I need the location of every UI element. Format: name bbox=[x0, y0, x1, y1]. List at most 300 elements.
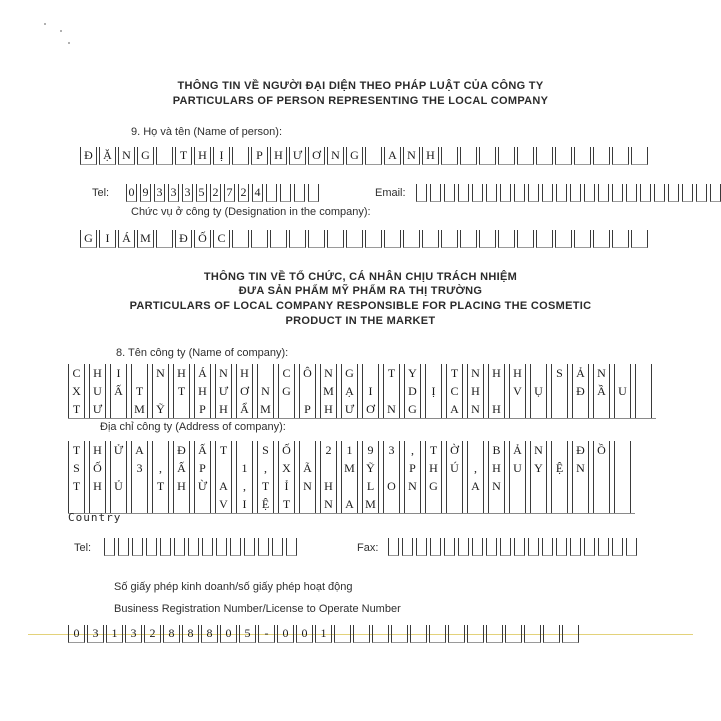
char-box: H bbox=[194, 147, 211, 165]
char-box: Ư bbox=[289, 147, 306, 165]
char-box: Ư bbox=[89, 400, 106, 418]
char-box bbox=[467, 495, 484, 513]
char-box: Ố bbox=[89, 459, 106, 477]
char-box bbox=[668, 184, 679, 202]
char-box: 9 bbox=[362, 441, 379, 459]
char-box bbox=[294, 184, 305, 202]
char-box: S bbox=[68, 459, 85, 477]
char-box: H bbox=[89, 364, 106, 382]
char-box bbox=[614, 495, 631, 513]
char-box: 3 bbox=[131, 459, 148, 477]
char-box bbox=[441, 147, 458, 165]
char-box: H bbox=[173, 477, 190, 495]
char-box bbox=[574, 230, 591, 248]
char-box bbox=[612, 184, 623, 202]
char-box: H bbox=[488, 400, 505, 418]
char-box: H bbox=[236, 364, 253, 382]
char-box: M bbox=[257, 400, 274, 418]
char-box bbox=[132, 538, 143, 556]
char-box bbox=[530, 364, 547, 382]
char-box: Ệ bbox=[257, 495, 274, 513]
char-box bbox=[626, 538, 637, 556]
license-label-en: Business Registration Number/License to Operate Number bbox=[114, 603, 401, 615]
company-name-field[interactable] bbox=[68, 364, 656, 419]
char-box: 4 bbox=[252, 184, 263, 202]
char-box: 5 bbox=[196, 184, 207, 202]
char-box: 8 bbox=[182, 625, 199, 643]
char-box: N bbox=[383, 400, 400, 418]
char-box bbox=[574, 147, 591, 165]
char-box bbox=[472, 538, 483, 556]
char-box: Ơ bbox=[308, 147, 325, 165]
char-box bbox=[572, 477, 589, 495]
char-box: T bbox=[425, 441, 442, 459]
section-company-title-en-1: PARTICULARS OF LOCAL COMPANY RESPONSIBLE FOR PLACING THE COSMETIC bbox=[129, 300, 592, 312]
char-box bbox=[403, 230, 420, 248]
email-field[interactable] bbox=[416, 184, 721, 202]
char-box: I bbox=[362, 382, 379, 400]
char-box: Ụ bbox=[530, 382, 547, 400]
char-box bbox=[444, 538, 455, 556]
char-box: O bbox=[383, 477, 400, 495]
char-box bbox=[555, 147, 572, 165]
char-box: G bbox=[425, 477, 442, 495]
char-box: 3 bbox=[182, 184, 193, 202]
char-box: 3 bbox=[125, 625, 142, 643]
char-box bbox=[416, 184, 427, 202]
char-box bbox=[584, 538, 595, 556]
char-box: Đ bbox=[80, 147, 97, 165]
char-box bbox=[391, 625, 408, 643]
char-box: Ử bbox=[110, 441, 127, 459]
char-box bbox=[236, 441, 253, 459]
char-box: T bbox=[446, 364, 463, 382]
char-box bbox=[215, 459, 232, 477]
license-number-field[interactable] bbox=[68, 625, 581, 643]
char-box bbox=[598, 538, 609, 556]
char-box: Ư bbox=[215, 382, 232, 400]
char-box bbox=[598, 184, 609, 202]
char-box: U bbox=[509, 459, 526, 477]
char-box: N bbox=[327, 147, 344, 165]
char-box: A bbox=[341, 495, 358, 513]
char-box: Đ bbox=[572, 382, 589, 400]
char-box: H bbox=[320, 477, 337, 495]
country-row bbox=[68, 495, 635, 513]
char-box: Ơ bbox=[236, 382, 253, 400]
char-box: Ệ bbox=[551, 459, 568, 477]
char-box: 3 bbox=[87, 625, 104, 643]
char-box: 1 bbox=[236, 459, 253, 477]
char-box bbox=[479, 147, 496, 165]
char-box bbox=[612, 147, 629, 165]
char-box bbox=[272, 538, 283, 556]
person-name-field[interactable] bbox=[80, 147, 650, 165]
char-box: Á bbox=[194, 364, 211, 382]
char-box: 0 bbox=[296, 625, 313, 643]
char-box bbox=[384, 230, 401, 248]
char-box: P bbox=[299, 400, 316, 418]
char-box bbox=[524, 625, 541, 643]
char-box bbox=[430, 538, 441, 556]
char-box: 3 bbox=[168, 184, 179, 202]
char-box bbox=[467, 441, 484, 459]
char-box bbox=[467, 625, 484, 643]
char-box: H bbox=[215, 400, 232, 418]
char-box: B bbox=[488, 441, 505, 459]
char-box bbox=[612, 230, 629, 248]
char-box: 1 bbox=[341, 441, 358, 459]
char-box bbox=[232, 230, 249, 248]
company-name-label: 8. Tên công ty (Name of company): bbox=[116, 347, 289, 359]
char-box bbox=[152, 441, 169, 459]
char-box bbox=[258, 538, 269, 556]
char-box bbox=[498, 147, 515, 165]
char-box: H bbox=[89, 441, 106, 459]
char-box bbox=[410, 625, 427, 643]
scan-speck bbox=[68, 42, 70, 44]
char-box bbox=[543, 625, 560, 643]
char-box bbox=[626, 184, 637, 202]
char-box: 2 bbox=[144, 625, 161, 643]
char-box: A bbox=[215, 477, 232, 495]
char-box: , bbox=[152, 459, 169, 477]
char-box bbox=[614, 400, 631, 418]
scan-speck bbox=[44, 23, 46, 25]
char-box: N bbox=[320, 495, 337, 513]
designation-label: Chức vụ ở công ty (Designation in the company): bbox=[131, 206, 371, 218]
char-box: Ỹ bbox=[362, 459, 379, 477]
char-box bbox=[593, 230, 610, 248]
char-box bbox=[514, 184, 525, 202]
char-box bbox=[458, 184, 469, 202]
char-box bbox=[156, 230, 173, 248]
char-box bbox=[320, 459, 337, 477]
char-box: H bbox=[467, 382, 484, 400]
char-box: N bbox=[118, 147, 135, 165]
char-box: Ố bbox=[278, 441, 295, 459]
char-box: H bbox=[320, 400, 337, 418]
char-box: Ô bbox=[299, 364, 316, 382]
char-box: H bbox=[270, 147, 287, 165]
char-box: T bbox=[68, 400, 85, 418]
char-box: U bbox=[614, 382, 631, 400]
char-box bbox=[593, 495, 610, 513]
char-box: Ạ bbox=[341, 382, 358, 400]
tel-field-rep[interactable] bbox=[126, 184, 322, 202]
char-box: 5 bbox=[239, 625, 256, 643]
char-box bbox=[696, 184, 707, 202]
char-box: U bbox=[89, 382, 106, 400]
char-box bbox=[614, 477, 631, 495]
char-box bbox=[334, 625, 351, 643]
char-box: Đ bbox=[175, 230, 192, 248]
company-name-row-2 bbox=[68, 382, 656, 400]
char-box bbox=[614, 441, 631, 459]
char-box bbox=[593, 147, 610, 165]
char-box: T bbox=[257, 477, 274, 495]
company-address-row-1 bbox=[68, 441, 635, 459]
char-box bbox=[194, 495, 211, 513]
section-company-title-en-2: PRODUCT IN THE MARKET bbox=[285, 315, 436, 327]
char-box bbox=[388, 538, 399, 556]
char-box: P bbox=[251, 147, 268, 165]
char-box bbox=[570, 184, 581, 202]
char-box: N bbox=[215, 364, 232, 382]
char-box: I bbox=[99, 230, 116, 248]
char-box bbox=[289, 230, 306, 248]
fax-field[interactable] bbox=[388, 538, 640, 556]
char-box: G bbox=[137, 147, 154, 165]
char-box: 7 bbox=[224, 184, 235, 202]
char-box: G bbox=[404, 400, 421, 418]
char-box: , bbox=[236, 477, 253, 495]
company-address-label: Địa chỉ công ty (Address of company): bbox=[100, 421, 286, 433]
char-box bbox=[202, 538, 213, 556]
char-box bbox=[654, 184, 665, 202]
char-box: 3 bbox=[383, 441, 400, 459]
char-box: H bbox=[422, 147, 439, 165]
char-box: P bbox=[404, 459, 421, 477]
char-box bbox=[640, 184, 651, 202]
char-box bbox=[551, 477, 568, 495]
char-box bbox=[286, 538, 297, 556]
char-box bbox=[372, 625, 389, 643]
char-box: C bbox=[446, 382, 463, 400]
char-box: M bbox=[131, 400, 148, 418]
char-box bbox=[612, 538, 623, 556]
char-box: Ầ bbox=[593, 382, 610, 400]
char-box: V bbox=[509, 382, 526, 400]
char-box: Ả bbox=[572, 364, 589, 382]
char-box bbox=[572, 495, 589, 513]
char-box bbox=[216, 538, 227, 556]
char-box bbox=[131, 477, 148, 495]
char-box bbox=[486, 184, 497, 202]
char-box: 0 bbox=[126, 184, 137, 202]
char-box bbox=[536, 147, 553, 165]
char-box bbox=[593, 477, 610, 495]
char-box bbox=[458, 538, 469, 556]
char-box: X bbox=[68, 382, 85, 400]
char-box: Ỹ bbox=[152, 400, 169, 418]
char-box: T bbox=[173, 382, 190, 400]
char-box bbox=[429, 625, 446, 643]
char-box: Ã bbox=[299, 459, 316, 477]
char-box bbox=[299, 495, 316, 513]
char-box bbox=[118, 538, 129, 556]
char-box: C bbox=[278, 364, 295, 382]
company-address-field[interactable] bbox=[68, 441, 635, 514]
char-box: S bbox=[551, 364, 568, 382]
char-box bbox=[682, 184, 693, 202]
char-box bbox=[446, 495, 463, 513]
char-box: Ú bbox=[446, 459, 463, 477]
char-box bbox=[486, 538, 497, 556]
char-box bbox=[584, 184, 595, 202]
char-box: H bbox=[488, 459, 505, 477]
fax-label: Fax: bbox=[357, 542, 379, 554]
char-box: Ấ bbox=[173, 459, 190, 477]
char-box: G bbox=[346, 147, 363, 165]
char-box bbox=[614, 364, 631, 382]
char-box: Ư bbox=[341, 400, 358, 418]
char-box bbox=[327, 230, 344, 248]
char-box bbox=[710, 184, 721, 202]
scan-speck bbox=[60, 30, 62, 32]
char-box: P bbox=[194, 400, 211, 418]
char-box: P bbox=[194, 459, 211, 477]
char-box bbox=[500, 184, 511, 202]
char-box: 2 bbox=[238, 184, 249, 202]
char-box bbox=[572, 400, 589, 418]
char-box bbox=[425, 495, 442, 513]
char-box: 3 bbox=[154, 184, 165, 202]
char-box: T bbox=[175, 147, 192, 165]
tel-field-company[interactable] bbox=[104, 538, 300, 556]
char-box: 2 bbox=[210, 184, 221, 202]
char-box: - bbox=[258, 625, 275, 643]
char-box: Ừ bbox=[194, 477, 211, 495]
char-box bbox=[232, 147, 249, 165]
char-box bbox=[425, 400, 442, 418]
char-box: M bbox=[362, 495, 379, 513]
char-box bbox=[614, 459, 631, 477]
char-box bbox=[488, 382, 505, 400]
char-box bbox=[251, 230, 268, 248]
char-box bbox=[280, 184, 291, 202]
char-box: 1 bbox=[315, 625, 332, 643]
char-box bbox=[500, 538, 511, 556]
char-box bbox=[131, 495, 148, 513]
company-name-row-1 bbox=[68, 364, 656, 382]
char-box: 8 bbox=[163, 625, 180, 643]
char-box bbox=[505, 625, 522, 643]
char-box bbox=[131, 364, 148, 382]
char-box: T bbox=[278, 495, 295, 513]
char-box bbox=[556, 538, 567, 556]
char-box bbox=[635, 400, 652, 418]
char-box: N bbox=[572, 459, 589, 477]
char-box: A bbox=[467, 477, 484, 495]
char-box bbox=[488, 495, 505, 513]
char-box bbox=[486, 625, 503, 643]
char-box bbox=[383, 382, 400, 400]
section-rep-title-en: PARTICULARS OF PERSON REPRESENTING THE LOCAL COMPANY bbox=[172, 95, 549, 107]
char-box: N bbox=[403, 147, 420, 165]
char-box: T bbox=[383, 364, 400, 382]
char-box: H bbox=[488, 364, 505, 382]
license-label-vi: Số giấy phép kinh doanh/số giấy phép hoạt động bbox=[114, 581, 353, 593]
char-box: Ờ bbox=[446, 441, 463, 459]
char-box: N bbox=[593, 364, 610, 382]
char-box: X bbox=[278, 459, 295, 477]
char-box bbox=[562, 625, 579, 643]
char-box: N bbox=[530, 441, 547, 459]
char-box bbox=[479, 230, 496, 248]
char-box bbox=[299, 441, 316, 459]
char-box bbox=[593, 400, 610, 418]
char-box bbox=[635, 364, 652, 382]
char-box bbox=[365, 230, 382, 248]
email-label: Email: bbox=[375, 187, 406, 199]
char-box: Ơ bbox=[362, 400, 379, 418]
char-box bbox=[160, 538, 171, 556]
char-box bbox=[448, 625, 465, 643]
char-box: Đ bbox=[572, 441, 589, 459]
char-box bbox=[346, 230, 363, 248]
char-box: Ố bbox=[194, 230, 211, 248]
char-box bbox=[551, 495, 568, 513]
char-box: Ồ bbox=[593, 441, 610, 459]
char-box bbox=[146, 538, 157, 556]
char-box: Ủ bbox=[110, 477, 127, 495]
char-box bbox=[365, 147, 382, 165]
char-box bbox=[444, 184, 455, 202]
char-box: C bbox=[213, 230, 230, 248]
char-box: T bbox=[68, 441, 85, 459]
char-box bbox=[110, 459, 127, 477]
char-box bbox=[404, 495, 421, 513]
designation-field[interactable] bbox=[80, 230, 650, 248]
char-box bbox=[422, 230, 439, 248]
char-box: H bbox=[425, 459, 442, 477]
char-box: 0 bbox=[68, 625, 85, 643]
char-box: S bbox=[257, 441, 274, 459]
char-box bbox=[542, 538, 553, 556]
char-box: N bbox=[488, 477, 505, 495]
char-box bbox=[556, 184, 567, 202]
char-box bbox=[542, 184, 553, 202]
char-box bbox=[308, 230, 325, 248]
char-box: 0 bbox=[220, 625, 237, 643]
char-box bbox=[270, 230, 287, 248]
char-box bbox=[517, 230, 534, 248]
char-box bbox=[460, 147, 477, 165]
char-box bbox=[551, 382, 568, 400]
char-box: N bbox=[320, 364, 337, 382]
char-box bbox=[551, 400, 568, 418]
char-box bbox=[430, 184, 441, 202]
char-box bbox=[425, 364, 442, 382]
char-box: A bbox=[131, 441, 148, 459]
char-box: Á bbox=[118, 230, 135, 248]
char-box: Y bbox=[530, 459, 547, 477]
char-box bbox=[530, 495, 547, 513]
char-box: N bbox=[404, 477, 421, 495]
char-box: Ặ bbox=[99, 147, 116, 165]
char-box bbox=[353, 625, 370, 643]
char-box bbox=[174, 538, 185, 556]
tel-label-company: Tel: bbox=[74, 542, 92, 554]
char-box bbox=[528, 538, 539, 556]
company-address-row-2 bbox=[68, 459, 635, 477]
char-box: M bbox=[341, 459, 358, 477]
char-box bbox=[635, 382, 652, 400]
char-box bbox=[257, 364, 274, 382]
char-box: T bbox=[152, 477, 169, 495]
company-name-row-3 bbox=[68, 400, 656, 418]
char-box bbox=[631, 230, 648, 248]
tel-label-rep: Tel: bbox=[92, 187, 110, 199]
char-box: H bbox=[509, 364, 526, 382]
char-box bbox=[570, 538, 581, 556]
company-address-row-3 bbox=[68, 477, 635, 495]
char-box: 2 bbox=[320, 441, 337, 459]
char-box bbox=[631, 147, 648, 165]
char-box bbox=[341, 477, 358, 495]
char-box: Ả bbox=[509, 441, 526, 459]
